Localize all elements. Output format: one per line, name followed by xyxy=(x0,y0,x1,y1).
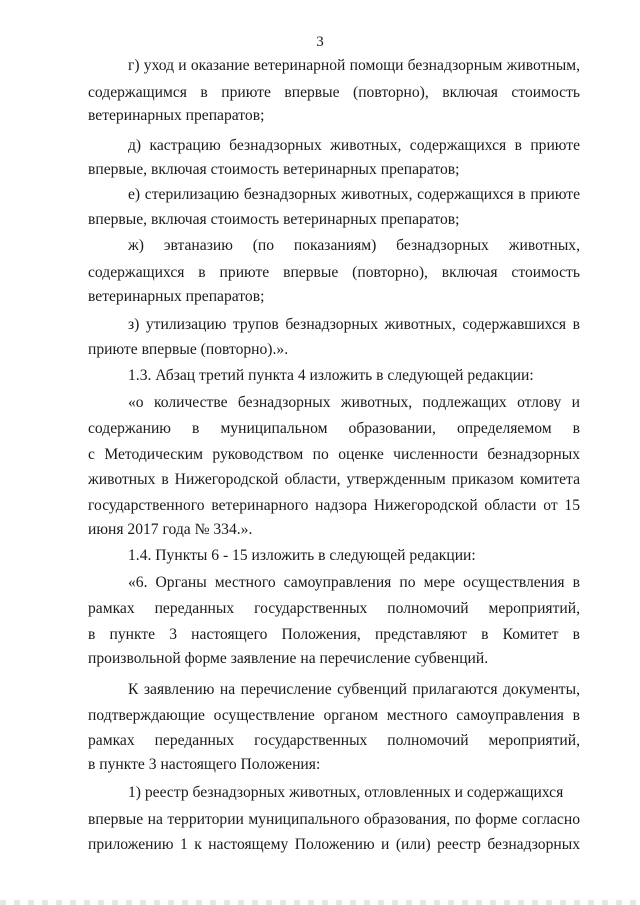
text-line: содержанию в муниципальном образовании, определяемом в xyxy=(88,420,580,437)
text-line: з) утилизацию трупов безнадзорных животных, содержавшихся в xyxy=(128,316,580,333)
text-line: д) кастрацию безнадзорных животных, содержащихся в приюте xyxy=(128,137,580,154)
text-line: впервые, включая стоимость ветеринарных препаратов; xyxy=(88,161,460,178)
text-line: произвольной форме заявление на перечисление субвенций. xyxy=(88,650,489,667)
text-line: содержащимся в приюте впервые (повторно), включая стоимость xyxy=(88,84,580,101)
text-line: ж) эвтаназию (по показаниям) безнадзорных животных, xyxy=(128,237,580,254)
text-line: приюте впервые (повторно).». xyxy=(88,341,289,358)
page-number: 3 xyxy=(316,34,324,50)
text-line: «о количестве безнадзорных животных, подлежащих отлову и xyxy=(128,394,580,411)
text-line: в пункте 3 настоящего Положения, представляют в Комитет в xyxy=(88,626,580,643)
text-line: рамках переданных государственных полномочий мероприятий, xyxy=(88,732,580,749)
text-line: содержащихся в приюте впервые (повторно), включая стоимость xyxy=(88,264,580,281)
text-line: подтверждающие осуществление органом местного самоуправления в xyxy=(88,707,580,724)
scan-artifact xyxy=(0,900,640,905)
text-line: животных в Нижегородской области, утвержденным приказом комитета xyxy=(88,471,580,488)
text-line: ветеринарных препаратов; xyxy=(88,107,265,124)
text-line: ветеринарных препаратов; xyxy=(88,288,265,305)
text-line: впервые, включая стоимость ветеринарных препаратов; xyxy=(88,211,460,228)
text-line: 1) реестр безнадзорных животных, отловленных и содержащихся xyxy=(128,784,564,801)
text-line: «6. Органы местного самоуправления по мере осуществления в xyxy=(128,574,580,591)
text-line: е) стерилизацию безнадзорных животных, содержащихся в приюте xyxy=(128,186,580,203)
text-line: рамках переданных государственных полномочий мероприятий, xyxy=(88,600,580,617)
text-line: в пункте 3 настоящего Положения: xyxy=(88,756,321,773)
text-line: июня 2017 года № 334.». xyxy=(88,521,253,538)
text-line: приложению 1 к настоящему Положению и (или) реестр безнадзорных xyxy=(88,836,580,853)
text-line: г) уход и оказание ветеринарной помощи безнадзорным животным, xyxy=(128,57,580,74)
text-line: с Методическим руководством по оценке численности безнадзорных xyxy=(88,446,580,463)
text-line: К заявлению на перечисление субвенций прилагаются документы, xyxy=(128,681,580,698)
text-line: государственного ветеринарного надзора Нижегородской области от 15 xyxy=(88,497,580,514)
text-line: 1.4. Пункты 6 - 15 изложить в следующей редакции: xyxy=(128,547,476,564)
text-line: впервые на территории муниципального образования, по форме согласно xyxy=(88,811,580,828)
text-line: 1.3. Абзац третий пункта 4 изложить в следующей редакции: xyxy=(128,367,534,384)
